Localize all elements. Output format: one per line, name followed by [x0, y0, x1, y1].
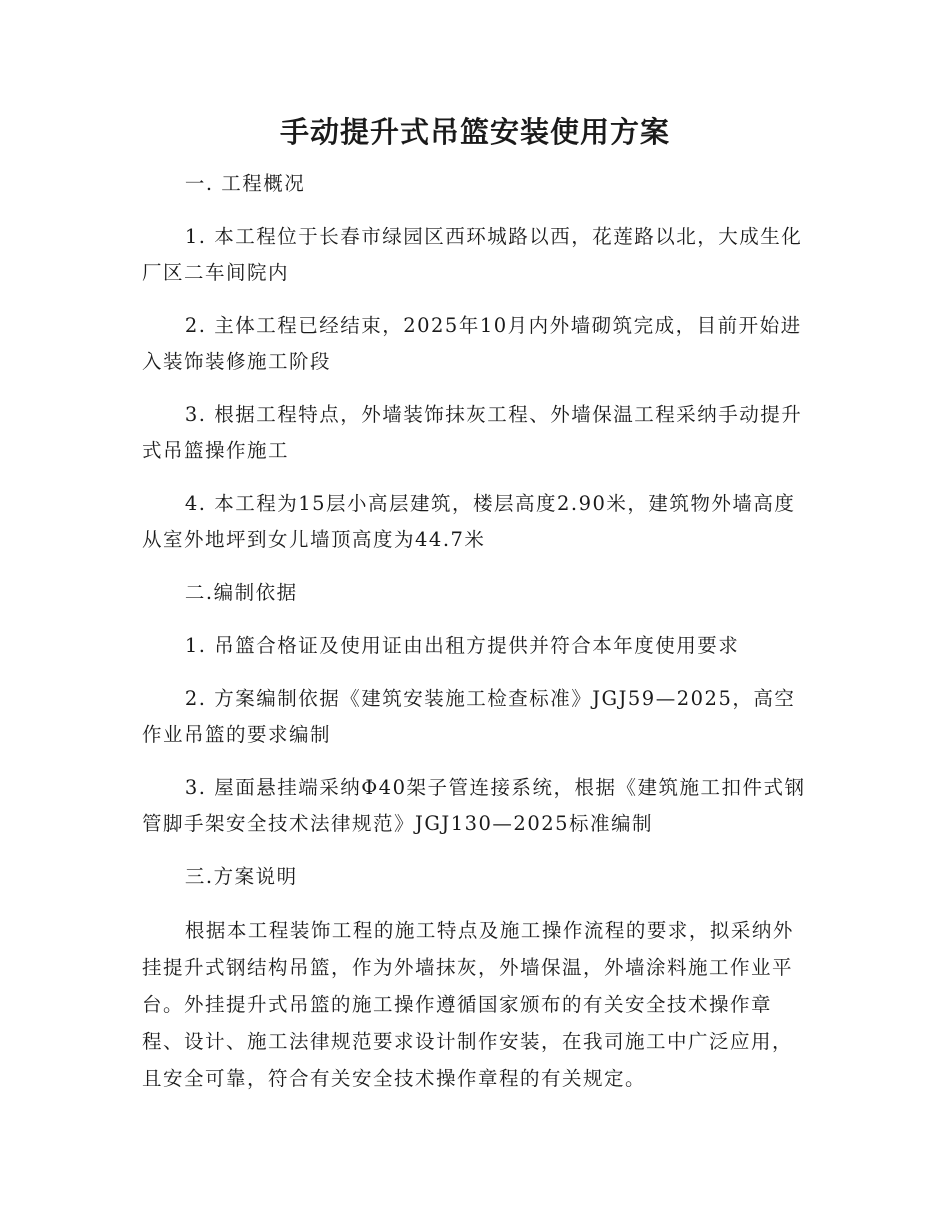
section-heading-plan: 三.方案说明	[184, 865, 298, 888]
plan-description: 根据本工程装饰工程的施工特点及施工操作流程的要求，拟采纳外挂提升式钢结构吊篮，作为外墙抹灰，外墙保温，外墙涂料施工作业平台。外挂提升式吊篮的施工操作遵循国家颁布的有关安全技术操作章程、设计、施工法律规范要求设计制作安装，在我司施工中广泛应用，且安全可靠，符合有关安全技术操作章程的有关规定。	[142, 919, 794, 1090]
document-body	[142, 166, 810, 1114]
document-title: 手动提升式吊篮安装使用方案	[279, 115, 670, 149]
basis-item-3: 3. 屋面悬挂端采纳Φ40架子管连接系统，根据《建筑施工扣件式钢管脚手架安全技术法律规范》JGJ130—2025标准编制	[142, 776, 806, 835]
basis-item-1: 1. 吊篮合格证及使用证由出租方提供并符合本年度使用要求	[184, 634, 740, 657]
overview-item-2: 2. 主体工程已经结束，2025年10月内外墙砌筑完成，目前开始进入装饰装修施工阶段	[142, 314, 802, 373]
overview-item-1: 1. 本工程位于长春市绿园区西环城路以西，花莲路以北，大成生化厂区二车间院内	[142, 225, 803, 284]
overview-item-4: 4. 本工程为15层小高层建筑，楼层高度2.90米，建筑物外墙高度从室外地坪到女儿墙顶高度为44.7米	[142, 492, 796, 551]
section-heading-overview: 一. 工程概况	[184, 172, 306, 195]
overview-item-3: 3. 根据工程特点，外墙装饰抹灰工程、外墙保温工程采纳手动提升式吊篮操作施工	[142, 403, 803, 462]
basis-item-2: 2. 方案编制依据《建筑安装施工检查标准》JGJ59—2025，高空作业吊篮的要求编制	[142, 687, 796, 746]
section-heading-basis: 二.编制依据	[184, 581, 298, 604]
